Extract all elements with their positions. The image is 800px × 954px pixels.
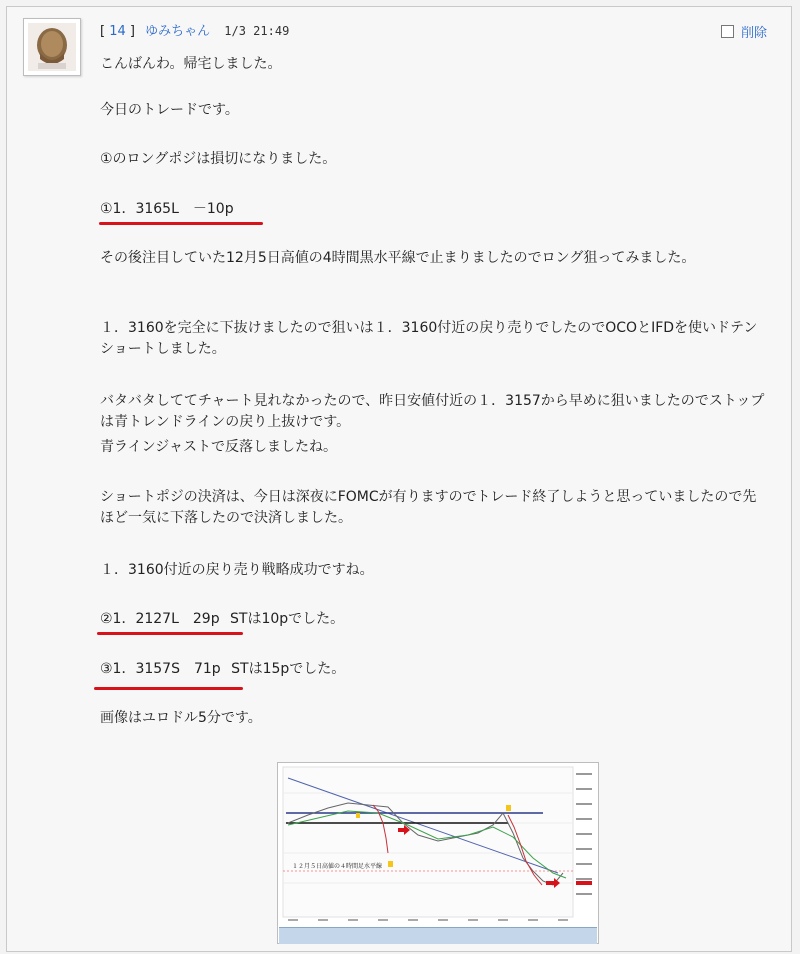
- chart-annotation: １２月５日高値の４時間足水平線: [292, 863, 383, 870]
- chart-graphic: [278, 763, 598, 927]
- greeting-text: こんばんわ。帰宅しました。: [100, 56, 282, 72]
- trade3-note: STは15pでした。: [231, 661, 346, 677]
- paragraph-3-line-1: バタバタしててチャート見れなかったので、昨日安値付近の１．3157から早めに狙いましたのでストップは青トレンドラインの戻り上抜けです。: [100, 393, 765, 430]
- trade1-text: ①1．3165L －10p: [100, 201, 234, 217]
- chart-taskbar: [279, 927, 597, 944]
- post-number-bracket-close: ]: [129, 24, 135, 39]
- trade2-line: [100, 609, 344, 630]
- trade3-text: ③1．3157S 71p: [100, 661, 221, 677]
- post-number-bracket-open: [: [100, 24, 106, 39]
- intro-text: 今日のトレードです。: [100, 102, 239, 118]
- trade2-text: ②1．2127L 29p: [100, 611, 220, 627]
- chart-caption: 画像はユロドル5分です。: [100, 710, 262, 726]
- post-number[interactable]: 14: [109, 24, 126, 39]
- paragraph-1: その後注目していた12月5日高値の4時間黒水平線で止まりましたのでロング狙ってみました。: [100, 250, 696, 266]
- chart-screenshot[interactable]: [277, 762, 599, 944]
- delete-checkbox[interactable]: [721, 25, 734, 38]
- loss-note-text: ①のロングポジは損切になりました。: [100, 151, 337, 167]
- trade3-underline: [94, 687, 243, 690]
- delete-link[interactable]: 削除: [741, 25, 768, 41]
- avatar[interactable]: [23, 18, 81, 76]
- delete-control: [721, 22, 767, 40]
- trade3-line: [100, 659, 345, 680]
- paragraph-2: １．3160を完全に下抜けましたので狙いは１．3160付近の戻り売りでしたのでOCOとIFDを使いドテンショートしました。: [100, 320, 758, 357]
- paragraph-3-line-2: 青ラインジャストで反落しましたね。: [100, 439, 337, 455]
- username-link[interactable]: ゆみちゃん: [145, 24, 211, 39]
- trade2-underline: [97, 632, 243, 635]
- paragraph-5: １．3160付近の戻り売り戦略成功ですね。: [100, 562, 374, 578]
- trade1-underline: [99, 222, 263, 225]
- avatar-image: [28, 23, 76, 71]
- paragraph-4: ショートポジの決済は、今日は深夜にFOMCが有りますのでトレード終了しようと思っていましたので先ほど一気に下落したので決済しました。: [100, 489, 757, 526]
- trade2-note: STは10pでした。: [230, 611, 345, 627]
- post-timestamp: 1/3 21:49: [224, 24, 290, 38]
- post-meta: [100, 22, 289, 41]
